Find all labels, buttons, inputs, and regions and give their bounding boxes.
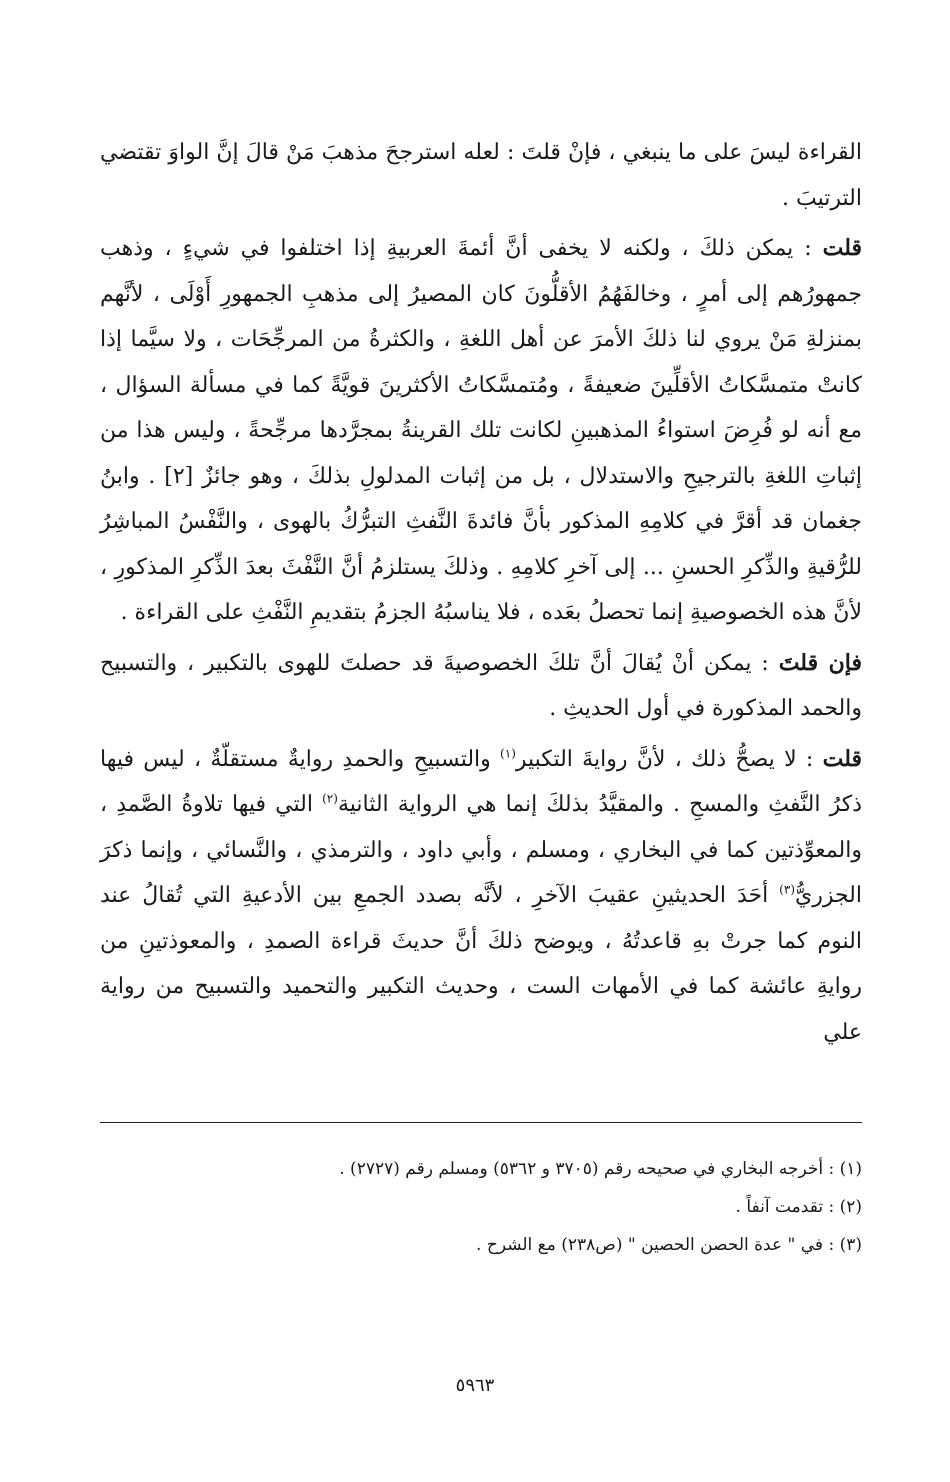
footnote-3: (٣) : في " عدة الحصن الحصين " (ص٢٣٨) مع الشرح . — [476, 1235, 862, 1255]
paragraph-2-text: : يمكن ذلكَ ، ولكنه لا يخفى أنَّ أئمةَ العربيةِ إذا اختلفوا في شيءٍ ، وذهب جمهورُهم إلى أمرٍ ، وخالفَهُمُ الأقلُّونَ كان المصيرُ إلى مذهبِ الجمهورِ أَوْلَى ، لأنَّهم بمنزلةِ مَنْ يروي لنا ذلكَ الأمرَ عن أهل اللغةِ ، والكثرةُ من المرجِّحَات ، ولا سيَّما إذا كانتْ متمسَّكاتُ الأقلِّينَ ضعيفةً ، ومُتمسَّكاتُ الأكثرينَ قويَّةً كما في مسألة السؤال ، مع أنه لو فُرِضَ استواءُ المذهبينِ لكانت تلك القرينةُ بمجرَّدها مرجِّحةً ، وليس هذا من إثباتِ اللغةِ بالترجيحِ والاستدلال ، بل من إثبات المدلولِ بذلكَ ، وهو جائزٌ [٢] . وابنُ جغمان قد أقرَّ في كلامِهِ المذكور بأنَّ فائدةَ النَّفثِ التبرُّكُ بالهوى ، والنَّفْسُ المباشِرُ للرُّقيةِ والذِّكرِ الحسنِ ... إلى آخرِ كلامِهِ . وذلكَ يستلزمُ أنَّ النَّفْثَ بعدَ الذِّكرِ المذكورِ ، لأنَّ هذه الخصوصيةِ إنما تحصلُ بعَده ، فلا يناسبُهُ الجزمُ بتقديمِ النَّفْثِ على القراءة . — [100, 236, 862, 625]
paragraph-1-text: القراءة ليسَ على ما ينبغي ، فإنْ قلتَ : لعله استرجحَ مذهبَ مَنْ قالَ إنَّ الواوَ تقتضي الترتيبَ . — [100, 140, 862, 211]
paragraph-3-lead: فإن قلتَ — [778, 649, 863, 676]
footnotes — [100, 1150, 862, 1264]
paragraph-2-lead: قلت — [822, 235, 862, 261]
footnote-ref-3: (٣) — [779, 882, 795, 897]
footnote-1: (١) : أخرجه البخاري في صحيحه رقم (٣٧٠٥ و ٥٣٦٢) ومسلم رقم (٢٧٢٧) . — [339, 1159, 862, 1179]
paragraph-4-text-d: أحَدَ الحديثينِ عقيبَ الآخرِ ، لأنَّه بصدد الجمعِ بين الأدعيةِ التي تُقالُ عند النوم كما جرتْ بهِ قاعدتُهُ ، ويوضح ذلكَ أنَّ حديثَ قراءة الصمدِ ، والمعوذتينِ من روايةِ عائشة كما في الأمهات الست ، وحديث التكبير والتحميد والتسبيح من رواية علي — [100, 883, 862, 1045]
paragraph-2 — [100, 226, 862, 636]
footnote-divider — [100, 1122, 862, 1123]
paragraph-4-text-b: والتسبيحِ والحمدِ روايةٌ مستقلّةٌ ، ليس فيها ذكرُ النَّفثِ والمسحِ . والمقيَّدُ بذلكَ إنما هي الرواية الثانية — [100, 746, 862, 817]
paragraph-4-text-a: : لا يصحُّ ذلك ، لأنَّ روايةَ التكبير — [515, 746, 823, 772]
paragraph-1 — [100, 130, 862, 221]
paragraph-4-lead: قلت — [822, 745, 862, 772]
page-number: ٥٩٦٣ — [455, 1375, 495, 1396]
paragraph-3 — [100, 641, 862, 732]
footnote-ref-1: (١) — [500, 746, 516, 761]
paragraph-4 — [100, 737, 862, 1056]
main-text — [100, 130, 862, 1060]
footnote-2: (٢) : تقدمت آنفاً . — [735, 1197, 862, 1217]
paragraph-3-text: : يمكن أنْ يُقالَ أنَّ تلكَ الخصوصيةَ قد حصلتَ للهوى بالتكبير ، والتسبيح والحمد المذكورة في أول الحديثِ . — [100, 650, 862, 721]
footnote-ref-2: (٢) — [322, 791, 338, 806]
paragraph-4-text-c: التي فيها تلاوةُ الصَّمدِ ، والمعوِّذتين كما في البخاري ، ومسلم ، وأبي داود ، والترمذي ، والنَّسائي ، وإنما ذكرَ الجزريُّ — [100, 792, 862, 908]
